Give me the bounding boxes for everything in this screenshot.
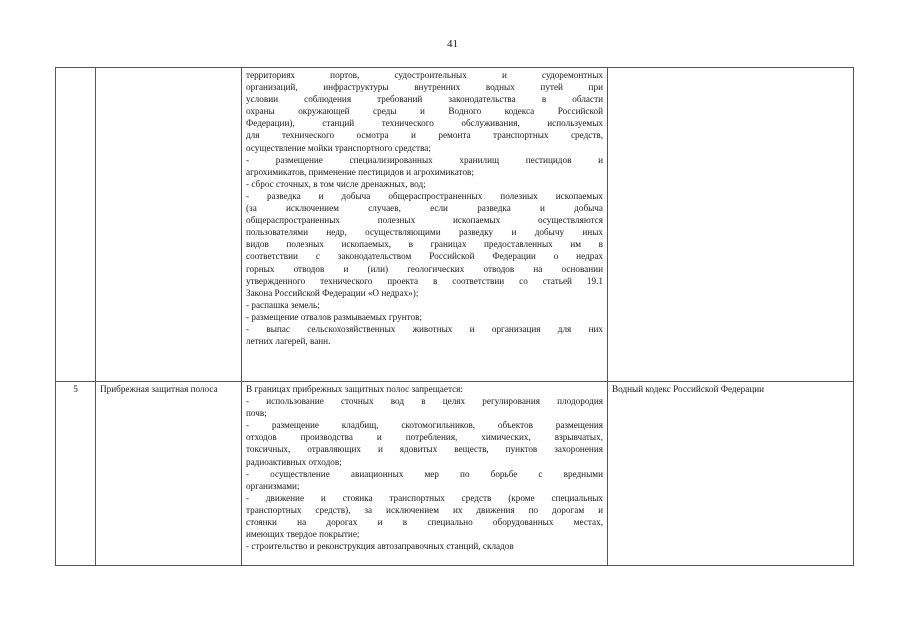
restriction-line: имеющих твердое покрытие;	[246, 529, 360, 540]
restriction-line: соответствии с законодательством Российской Федерации о недрах	[246, 251, 603, 262]
restriction-line: Федерации), станций технического обслуживания, используемых	[246, 118, 603, 129]
restriction-line: - использование сточных вод в целях регулирования плодородия	[246, 396, 603, 407]
restriction-line: горных отводов и (или) геологических отводов на основании	[246, 263, 603, 274]
restriction-line: охраны окружающей среды и Водного кодекса Российской	[246, 106, 603, 117]
table-row	[56, 382, 854, 566]
page-number: 41	[447, 38, 458, 50]
restriction-line: условии соблюдения требований законодательства в области	[246, 94, 603, 105]
restriction-line: организаций, инфраструктуры внутренних водных путей при	[246, 82, 603, 93]
restriction-line: отходов производства и потребления, химических, взрывчатых,	[246, 432, 603, 443]
restriction-line: Закона Российской Федерации «О недрах»);	[246, 287, 419, 298]
legal-source-cell	[608, 68, 854, 382]
restriction-line: общераспространенных полезных ископаемых осуществляются	[246, 215, 603, 226]
restriction-line: территориях портов, судостроительных и судоремонтных	[246, 70, 603, 80]
restriction-line: - строительство и реконструкция автозаправочных станций, складов	[246, 541, 514, 552]
table-row	[56, 68, 854, 382]
restriction-line: утвержденного технического проекта в соответствии со статьей 19.1	[246, 275, 603, 286]
zone-name-cell: Прибрежная защитная полоса	[96, 382, 242, 566]
restriction-line: В границах прибрежных защитных полос запрещается:	[246, 384, 463, 394]
restriction-line: транспортных средств), за исключением их движения по дорогам и	[246, 504, 603, 515]
row-number-cell	[56, 68, 96, 382]
restrictions-table	[55, 67, 854, 566]
restriction-line: - размещение специализированных хранилищ пестицидов и	[246, 154, 603, 165]
restriction-line: пользователями недр, осуществляющими разведку и добычу иных	[246, 227, 603, 238]
restriction-line: токсичных, отравляющих и ядовитых веществ, пунктов захоронения	[246, 444, 603, 455]
restriction-line: - распашка земель;	[246, 299, 320, 310]
restriction-line: - разведка и добыча общераспространенных полезных ископаемых	[246, 190, 603, 201]
restriction-line: летних лагерей, ванн.	[246, 336, 331, 347]
restriction-line: стоянки на дорогах и в специально оборудованных местах,	[246, 517, 603, 528]
restriction-line: организмами;	[246, 480, 300, 491]
restriction-line: - выпас сельскохозяйственных животных и организация для них	[246, 323, 603, 334]
legal-source-cell: Водный кодекс Российской Федерации	[608, 382, 854, 566]
row-number-cell: 5	[56, 382, 96, 566]
restrictions-cell	[242, 68, 608, 382]
restriction-line: - размещение кладбищ, скотомогильников, объектов размещения	[246, 420, 603, 431]
restriction-line: - движение и стоянка транспортных средств (кроме специальных	[246, 492, 603, 503]
restriction-line: - сброс сточных, в том числе дренажных, вод;	[246, 178, 426, 189]
restriction-line: - осуществление авиационных мер по борьбе с вредными	[246, 468, 603, 479]
restrictions-cell	[242, 382, 608, 566]
zone-name-cell	[96, 68, 242, 382]
restriction-line: - размещение отвалов размываемых грунтов;	[246, 311, 422, 322]
restriction-line: почв;	[246, 408, 267, 419]
restriction-line: (за исключением случаев, если разведка и добыча	[246, 203, 603, 214]
restriction-line: радиоактивных отходов;	[246, 456, 342, 467]
restriction-line: для технического осмотра и ремонта транспортных средств,	[246, 130, 603, 141]
restriction-line: агрохимикатов, применение пестицидов и агрохимикатов;	[246, 166, 474, 177]
restriction-line: видов полезных ископаемых, в границах предоставленных им в	[246, 239, 603, 250]
restriction-line: осуществление мойки транспортного средства;	[246, 142, 431, 153]
